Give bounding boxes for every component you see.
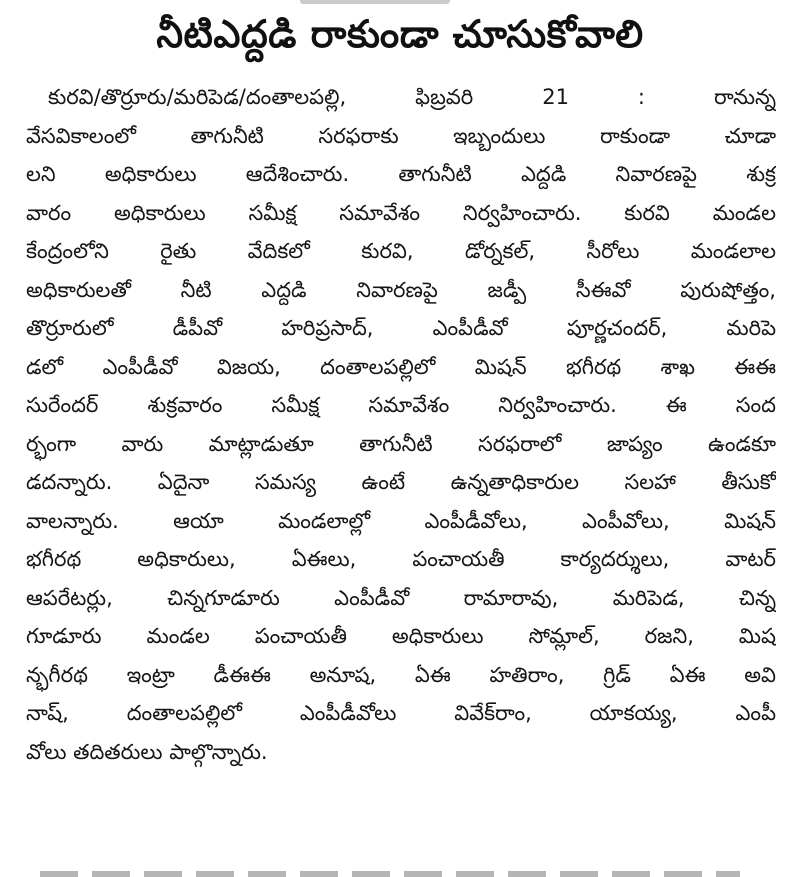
article-line: న్భగీరథ ఇంట్రా డీఈఈ అనూష, ఏఈ హతిరాం, గ్రిడ్ ఏఈ అవి [26, 662, 776, 687]
article-line: తొర్రూరులో డీపీవో హరిప్రసాద్, ఎంపీడీవో పూర్ణచందర్, మరిపె [26, 316, 776, 340]
clipped-text-fragment [300, 0, 450, 4]
article-line: కేంద్రంలోని రైతు వేదికలో కురవి, డోర్నకల్, సీరోలు మండలాల [26, 239, 776, 263]
article-line: వేసవికాలంలో తాగునీటి సరఫరాకు ఇబ్బందులు రాకుండా చూడా [26, 123, 776, 148]
article-line: నాష్, దంతాలపల్లిలో ఎంపీడీవోలు వివేక్‌రాం, యాకయ్య, ఎంపీ [26, 701, 776, 725]
headline: నీటిఎద్దడి రాకుండా చూసుకోవాలి [156, 12, 644, 56]
article-line: డలో ఎంపీడీవో విజయ, దంతాలపల్లిలో మిషన్ భగీరథ శాఖ ఈఈ [26, 354, 776, 379]
article-line: ర్భంగా వారు మాట్లాడుతూ తాగునీటి సరఫరాలో జాప్యం ఉండకూ [26, 431, 776, 456]
article-line: అధికారులతో నీటి ఎద్దడి నివారణపై జడ్పీ సీఈవో పురుషోత్తం, [26, 277, 776, 302]
article-line: వోలు తదితరులు పాల్గొన్నారు. [26, 739, 268, 764]
article-line: డదన్నారు. ఏదైనా సమస్య ఉంటే ఉన్నతాధికారుల సలహా తీసుకో [26, 470, 776, 494]
article-line: సురేందర్ శుక్రవారం సమీక్ష సమావేశం నిర్వహించారు. ఈ సంద [26, 393, 776, 417]
clipped-text-fragment [40, 871, 740, 877]
headline-container [0, 8, 800, 70]
article-body [26, 78, 776, 771]
article-line: కురవి/తొర్రూరు/మరిపెడ/దంతాలపల్లి, ఫిబ్రవరి 21 : రానున్న [48, 85, 776, 109]
clipped-previous-article-edge [0, 0, 800, 8]
article-line: గూడూరు మండల పంచాయతీ అధికారులు సోమ్లాల్, రజని, మిష [26, 624, 776, 648]
article-line: ఆపరేటర్లు, చిన్నగూడూరు ఎంపీడీవో రామారావు, మరిపెడ, చిన్న [26, 585, 776, 610]
article-line: భగీరథ అధికారులు, ఏఈలు, పంచాయతీ కార్యదర్శులు, వాటర్ [26, 547, 776, 571]
article-line: వారం అధికారులు సమీక్ష సమావేశం నిర్వహించారు. కురవి మండల [26, 200, 776, 225]
article-line: లని అధికారులు ఆదేశించారు. తాగునీటి ఎద్దడి నివారణపై శుక్ర [26, 162, 776, 186]
clipped-next-article-edge [0, 865, 800, 877]
article-line: వాలన్నారు. ఆయా మండలాల్లో ఎంపీడీవోలు, ఎంపీవోలు, మిషన్ [26, 508, 776, 533]
